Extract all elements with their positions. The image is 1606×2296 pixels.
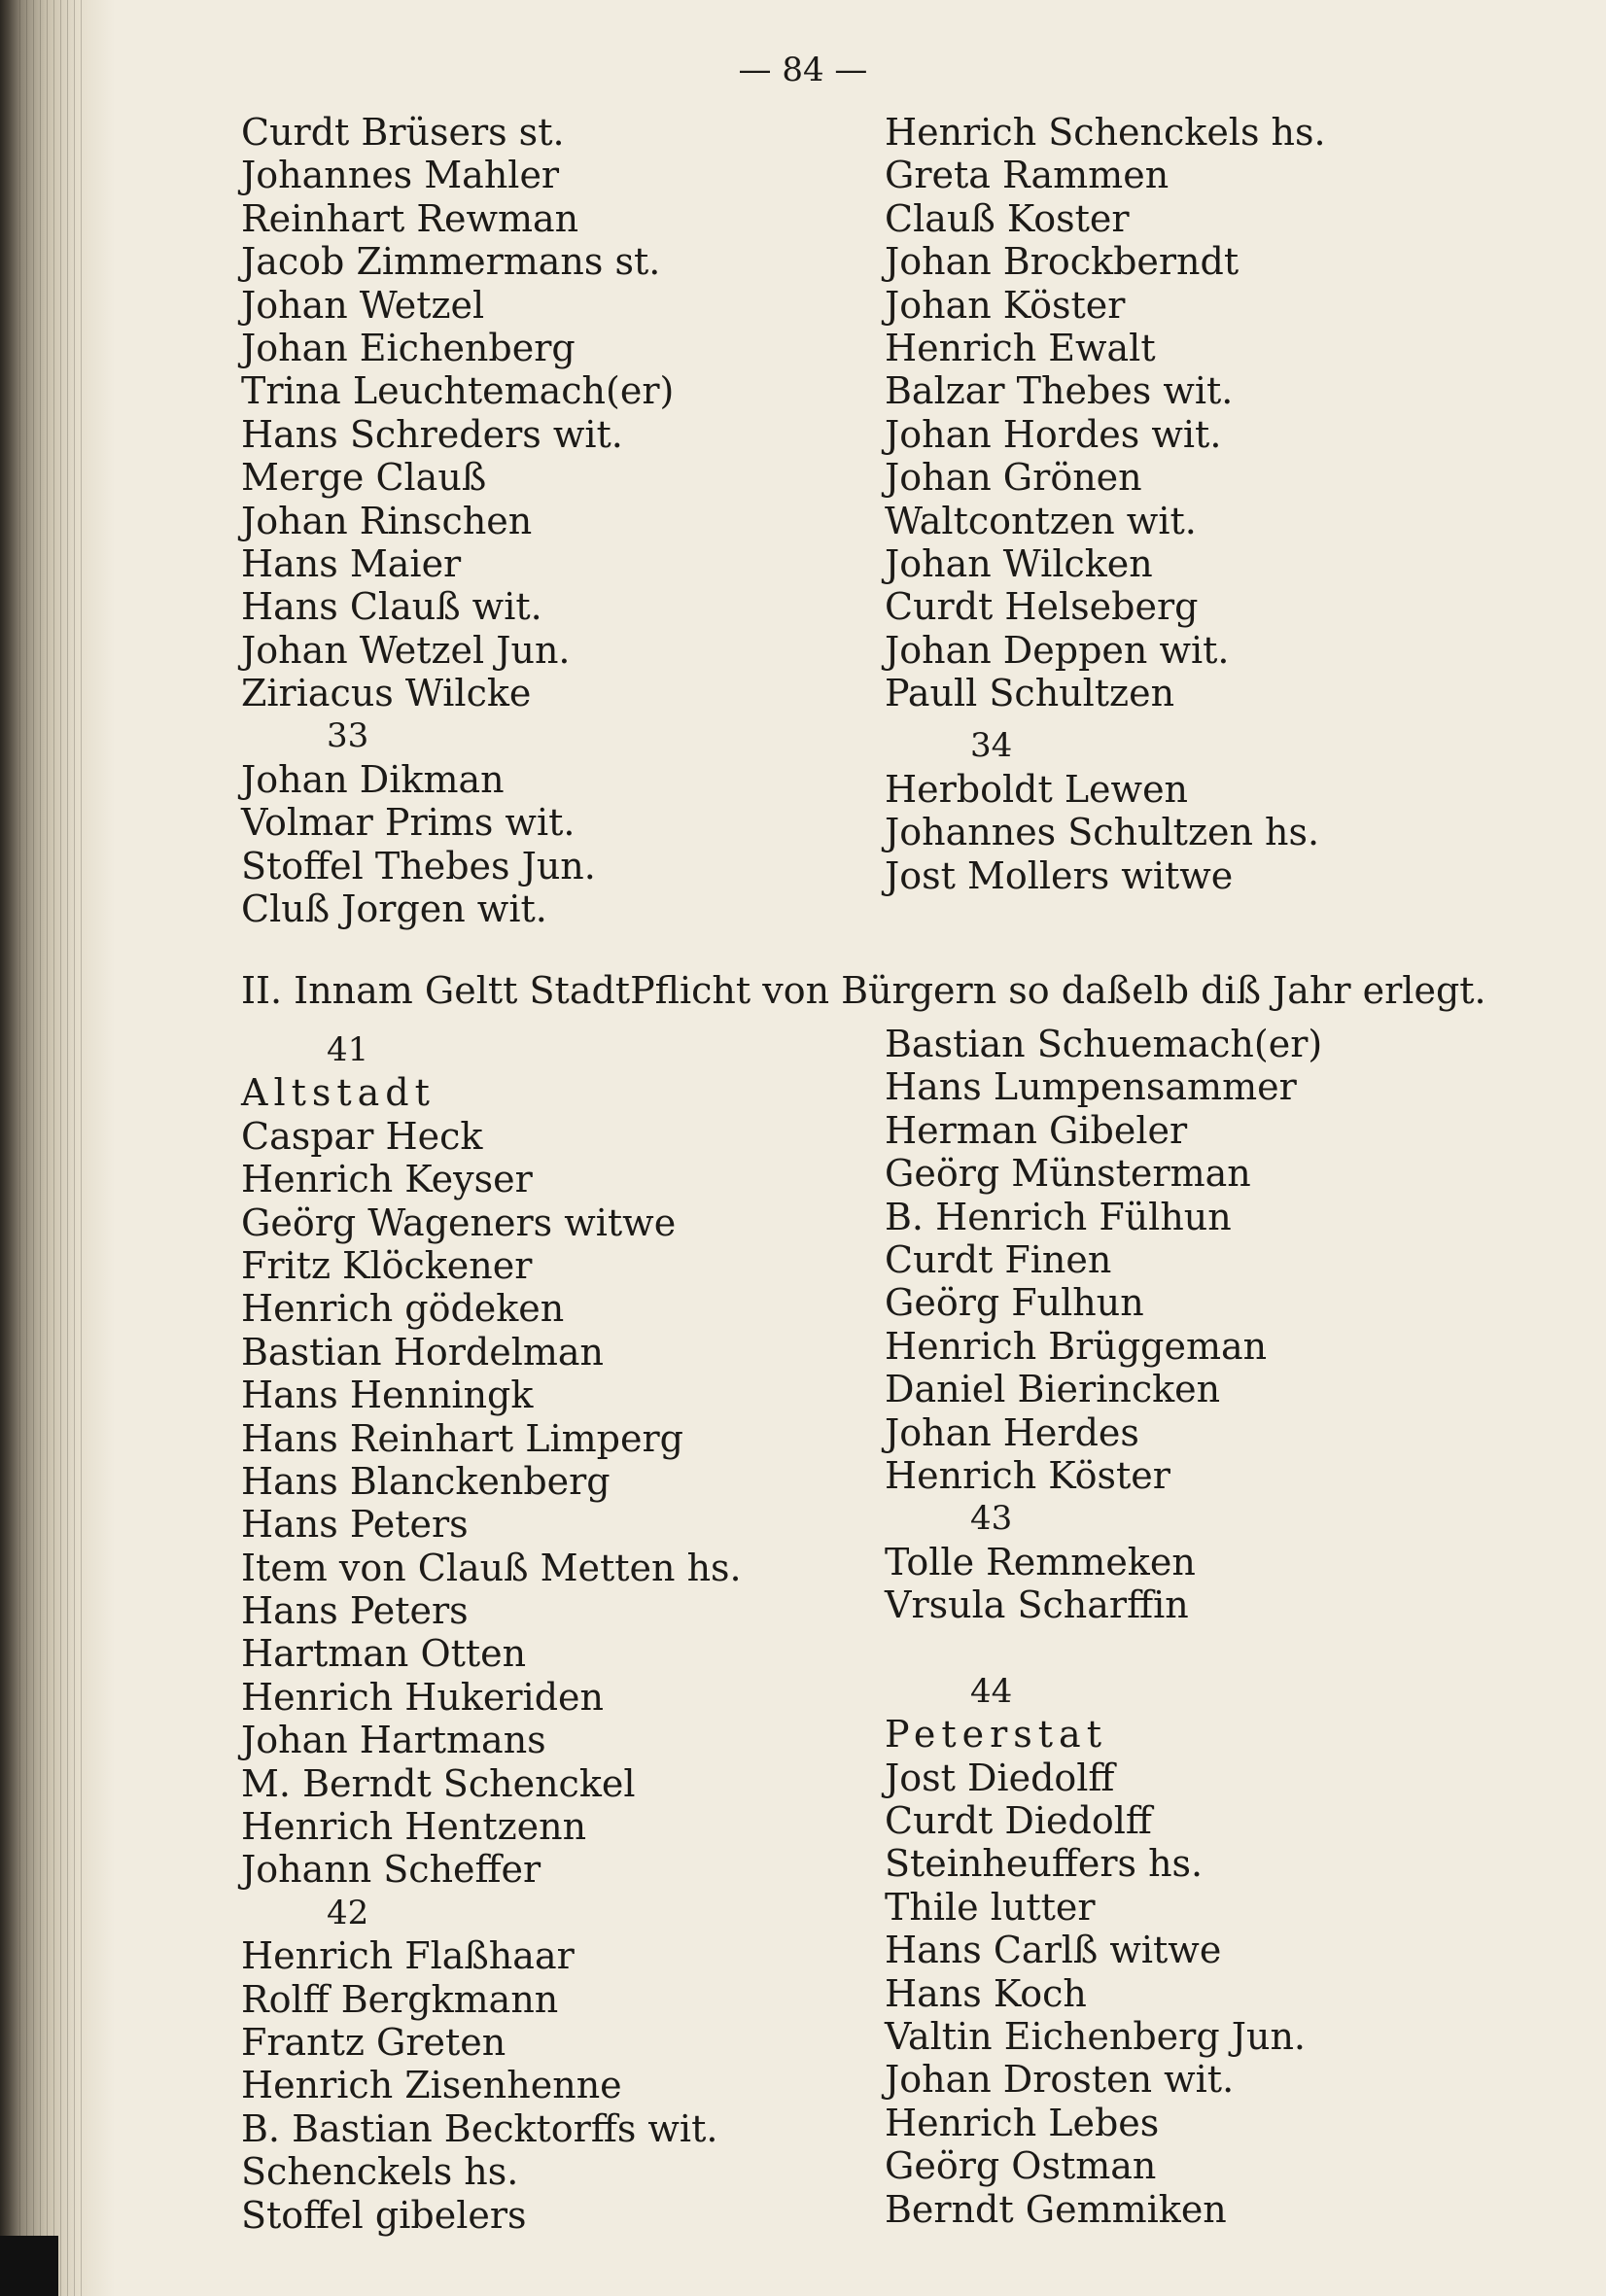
name-entry: Stoffel gibelers [241, 2193, 527, 2237]
block-number: 33 [327, 716, 369, 756]
name-entry: Johan Wetzel [241, 283, 485, 327]
gutter-shadow [0, 2236, 58, 2296]
upper-right-list [885, 111, 1526, 714]
name-entry: Waltcontzen wit. [885, 499, 1197, 542]
name-entry: Paull Schultzen [885, 672, 1175, 715]
name-entry: Henrich Flaßhaar [241, 1934, 575, 1978]
name-entry: Johan Drosten wit. [885, 2058, 1235, 2102]
name-entry: Johan Eichenberg [241, 326, 576, 369]
name-entry: Henrich Brüggeman [885, 1324, 1268, 1368]
name-entry: Valtin Eichenberg Jun. [885, 2014, 1306, 2058]
block-number: 42 [327, 1893, 369, 1932]
name-entry: Johan Rinschen [241, 499, 533, 542]
upper-left-column [241, 111, 863, 930]
name-entry: Thile lutter [885, 1885, 1096, 1929]
lower-left-list-a [241, 1115, 863, 1892]
name-entry: Balzar Thebes wit. [885, 369, 1234, 413]
name-entry: Frantz Greten [241, 2020, 506, 2064]
name-entry: Clauß Koster [885, 196, 1130, 240]
name-entry: Hans Carlß witwe [885, 1929, 1222, 1972]
name-entry: Henrich Hentzenn [241, 1805, 587, 1849]
name-entry: Geörg Ostman [885, 2144, 1157, 2188]
name-entry: Schenckels hs. [241, 2150, 519, 2194]
name-entry: Item von Clauß Metten hs. [241, 1546, 742, 1589]
block-number: 43 [970, 1499, 1013, 1539]
name-entry: Hans Koch [885, 1971, 1087, 2015]
name-entry: M. Berndt Schenckel [241, 1761, 636, 1805]
name-entry: Henrich gödeken [241, 1287, 565, 1331]
name-entry: Hans Lumpensammer [885, 1065, 1297, 1109]
name-entry: Johan Hartmans [241, 1719, 546, 1762]
name-entry: Bastian Hordelman [241, 1330, 605, 1374]
name-entry: Hans Blanckenberg [241, 1459, 611, 1503]
name-entry: Steinheuffers hs. [885, 1842, 1204, 1886]
name-entry: Hans Schreders wit. [241, 412, 623, 456]
name-entry: Curdt Brüsers st. [241, 111, 565, 154]
name-entry: B. Henrich Fülhun [885, 1195, 1232, 1238]
name-entry: Hans Peters [241, 1503, 469, 1547]
page-edges [19, 0, 87, 2296]
name-entry: Johan Herdes [885, 1410, 1139, 1454]
name-entry: Johan Hordes wit. [885, 412, 1222, 456]
upper-left-tail-list [241, 758, 863, 931]
name-entry: Johan Wilcken [885, 541, 1153, 585]
lower-left-list-b [241, 1934, 863, 2237]
name-entry: Hans Peters [241, 1589, 469, 1633]
lower-right-list-a [885, 1023, 1526, 1497]
name-entry: Jost Mollers witwe [885, 853, 1234, 897]
name-entry: Herboldt Lewen [885, 767, 1189, 811]
district-heading: Altstadt [241, 1071, 436, 1115]
name-entry: Hans Maier [241, 541, 462, 585]
name-entry: Henrich Ewalt [885, 326, 1156, 369]
name-entry: Johan Grönen [885, 456, 1142, 500]
name-entry: Henrich Hukeriden [241, 1675, 604, 1719]
name-entry: Johan Wetzel Jun. [241, 628, 571, 672]
block-number: 44 [970, 1671, 1013, 1711]
name-entry: Jacob Zimmermans st. [241, 240, 661, 284]
name-entry: Bastian Schuemach(er) [885, 1023, 1323, 1065]
section-heading: II. Innam Geltt StadtPflicht von Bürgern so daßelb diß Jahr erlegt. [241, 969, 1486, 1012]
name-entry: B. Bastian Becktorffs wit. [241, 2106, 718, 2150]
name-entry: Rolff Bergkmann [241, 1977, 559, 2021]
name-entry: Jost Diedolff [885, 1756, 1115, 1799]
name-entry: Stoffel Thebes Jun. [241, 844, 596, 887]
name-entry: Tolle Remmeken [885, 1540, 1196, 1583]
name-entry: Geörg Münsterman [885, 1152, 1251, 1196]
name-entry: Henrich Schenckels hs. [885, 111, 1326, 154]
name-entry: Merge Clauß [241, 456, 487, 500]
upper-right-column [885, 111, 1526, 897]
name-entry: Johannes Schultzen hs. [885, 811, 1320, 854]
upper-left-list [241, 111, 863, 714]
name-entry: Hans Reinhart Limperg [241, 1416, 683, 1460]
name-entry: Hartman Otten [241, 1632, 527, 1676]
name-entry: Fritz Klöckener [241, 1243, 533, 1287]
lower-right-list-b [885, 1541, 1526, 1627]
name-entry: Johan Deppen wit. [885, 628, 1230, 672]
name-entry: Caspar Heck [241, 1114, 483, 1158]
spacer [885, 1626, 1526, 1669]
block-number: 41 [327, 1030, 369, 1069]
block-number: 34 [970, 726, 1013, 766]
district-heading: Peterstat [885, 1713, 1107, 1757]
name-entry: Berndt Gemmiken [885, 2187, 1227, 2231]
name-entry: Johannes Mahler [241, 154, 560, 197]
name-entry: Johan Köster [885, 283, 1126, 327]
page-number: — 84 — [738, 51, 868, 89]
name-entry: Henrich Zisenhenne [241, 2064, 622, 2107]
name-entry: Hans Henningk [241, 1374, 534, 1417]
name-entry: Hans Clauß wit. [241, 585, 542, 629]
name-entry: Curdt Finen [885, 1237, 1112, 1281]
name-entry: Trina Leuchtemach(er) [241, 369, 675, 413]
name-entry: Ziriacus Wilcke [241, 672, 532, 715]
name-entry: Henrich Lebes [885, 2101, 1160, 2144]
name-entry: Daniel Bierincken [885, 1368, 1221, 1411]
name-entry: Curdt Diedolff [885, 1799, 1152, 1843]
name-entry: Greta Rammen [885, 154, 1170, 197]
name-entry: Geörg Fulhun [885, 1281, 1144, 1325]
name-entry: Johann Scheffer [241, 1848, 541, 1892]
name-entry: Curdt Helseberg [885, 585, 1199, 629]
name-entry: Johan Dikman [241, 757, 505, 801]
lower-left-column [241, 1028, 863, 2237]
name-entry: Reinhart Rewman [241, 196, 579, 240]
lower-right-list-c [885, 1757, 1526, 2231]
name-entry: Johan Brockberndt [885, 240, 1239, 284]
name-entry: Volmar Prims wit. [241, 801, 576, 845]
name-entry: Henrich Köster [885, 1453, 1170, 1497]
upper-right-tail-list [885, 768, 1526, 897]
name-entry: Herman Gibeler [885, 1108, 1188, 1152]
name-entry: Cluß Jorgen wit. [241, 887, 547, 931]
lower-right-column [885, 1023, 1526, 2231]
name-entry: Vrsula Scharffin [885, 1583, 1189, 1627]
name-entry: Henrich Keyser [241, 1158, 533, 1201]
name-entry: Geörg Wageners witwe [241, 1200, 677, 1244]
